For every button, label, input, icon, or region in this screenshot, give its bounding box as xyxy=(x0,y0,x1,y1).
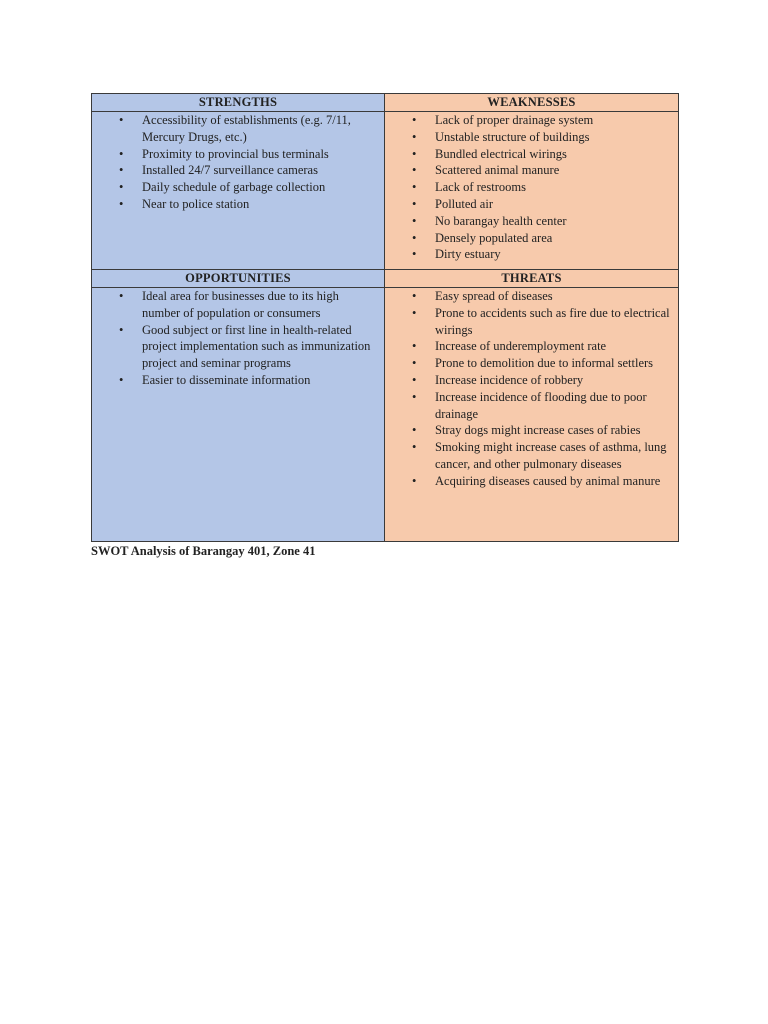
list-item: • Densely populated area xyxy=(385,230,674,247)
list-item: • Prone to demolition due to informal settlers xyxy=(385,355,674,372)
list-item: • Easy spread of diseases xyxy=(385,288,674,305)
list-item: • Ideal area for businesses due to its high number of population or consumers xyxy=(92,288,380,322)
list-item: • Near to police station xyxy=(92,196,380,213)
weaknesses-list xyxy=(385,112,678,263)
list-item: • Prone to accidents such as fire due to electrical wirings xyxy=(385,305,674,339)
list-item: • Acquiring diseases caused by animal manure xyxy=(385,473,674,490)
list-item: • Daily schedule of garbage collection xyxy=(92,179,380,196)
list-item: • Increase incidence of flooding due to poor drainage xyxy=(385,389,674,423)
list-item: • Easier to disseminate information xyxy=(92,372,380,389)
list-item: • Increase incidence of robbery xyxy=(385,372,674,389)
list-item: • Installed 24/7 surveillance cameras xyxy=(92,162,380,179)
content-row-top xyxy=(92,112,679,270)
list-item: • Good subject or first line in health-related project implementation such as immunization project and seminar programs xyxy=(92,322,380,372)
opportunities-cell xyxy=(92,288,385,542)
list-item: • Accessibility of establishments (e.g. 7/11, Mercury Drugs, etc.) xyxy=(92,112,380,146)
list-item: • Proximity to provincial bus terminals xyxy=(92,146,380,163)
strengths-heading: STRENGTHS xyxy=(92,94,385,112)
list-item: • Increase of underemployment rate xyxy=(385,338,674,355)
opportunities-heading: OPPORTUNITIES xyxy=(92,270,385,288)
list-item: • Lack of proper drainage system xyxy=(385,112,674,129)
weaknesses-cell xyxy=(385,112,679,270)
list-item: • Bundled electrical wirings xyxy=(385,146,674,163)
list-item: • Stray dogs might increase cases of rabies xyxy=(385,422,674,439)
table-caption: SWOT Analysis of Barangay 401, Zone 41 xyxy=(91,544,316,558)
list-item: • Smoking might increase cases of asthma, lung cancer, and other pulmonary diseases xyxy=(385,439,674,473)
list-item: • Lack of restrooms xyxy=(385,179,674,196)
threats-cell xyxy=(385,288,679,542)
strengths-cell xyxy=(92,112,385,270)
swot-table xyxy=(91,93,679,542)
opportunities-list xyxy=(92,288,384,389)
list-item: • Scattered animal manure xyxy=(385,162,674,179)
list-item: • No barangay health center xyxy=(385,213,674,230)
strengths-list xyxy=(92,112,384,213)
header-row-top xyxy=(92,94,679,112)
weaknesses-heading: WEAKNESSES xyxy=(385,94,679,112)
list-item: • Polluted air xyxy=(385,196,674,213)
header-row-bottom xyxy=(92,270,679,288)
list-item: • Dirty estuary xyxy=(385,246,674,263)
content-row-bottom xyxy=(92,288,679,542)
threats-heading: THREATS xyxy=(385,270,679,288)
list-item: • Unstable structure of buildings xyxy=(385,129,674,146)
threats-list xyxy=(385,288,678,490)
